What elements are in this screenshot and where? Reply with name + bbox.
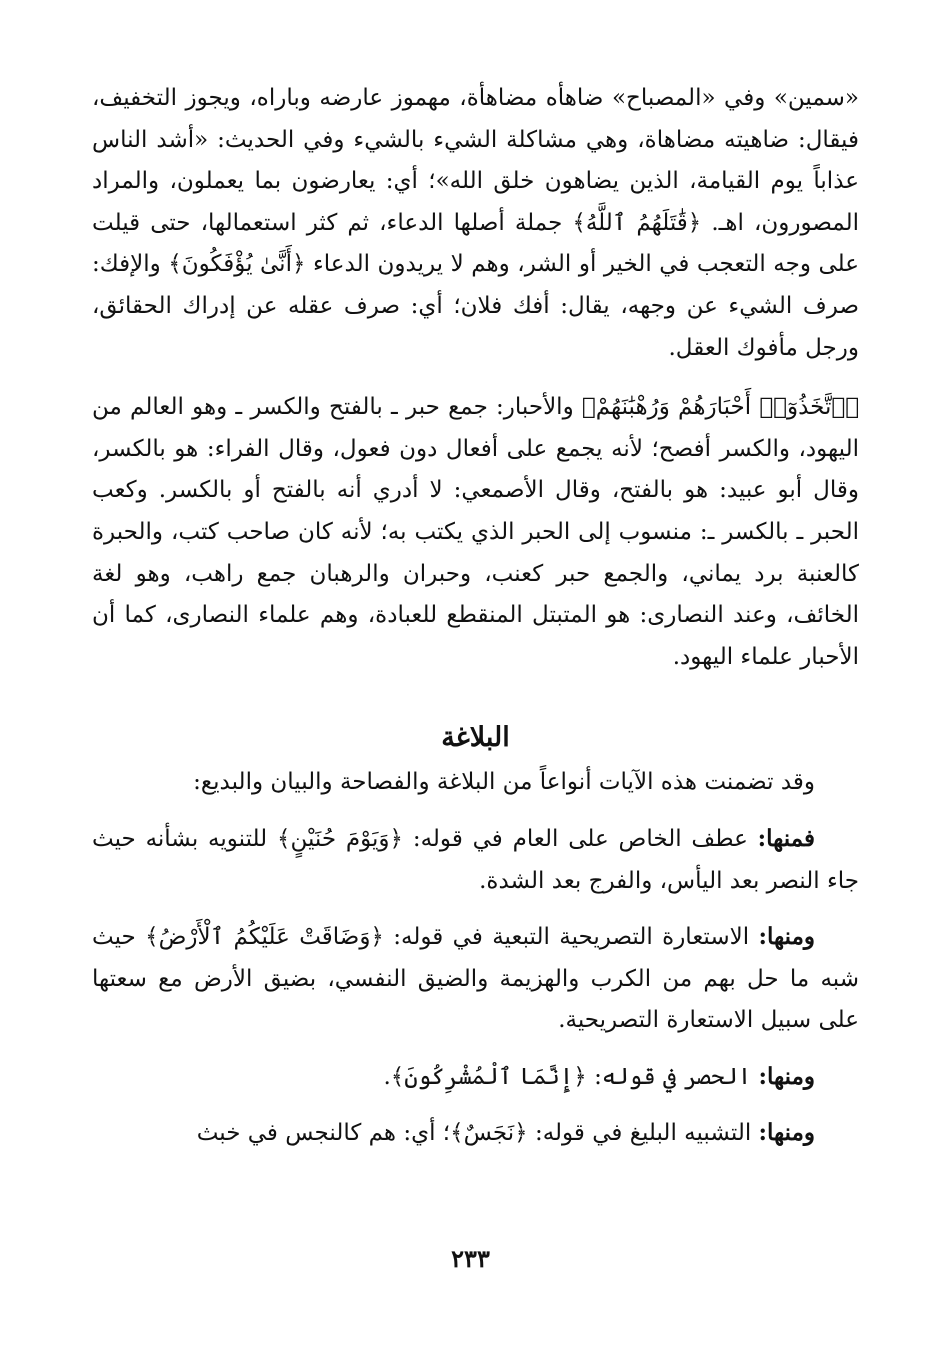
page-number: ٢٣٣ [451,1244,490,1273]
item-text: عطف الخاص على العام في قوله: ﴿وَيَوْمَ حُنَيْنٍ﴾ للتنويه بشأنه حيث جاء النصر بعد اليأس، والفرج بعد الشدة. [92,825,859,894]
item-label: ومنها: [758,923,815,951]
item-label: ومنها: [758,1119,815,1147]
item-text: التشبيه البليغ في قوله: ﴿نَجَسٌ﴾؛ أي: هم كالنجس في خبث [196,1120,759,1147]
rhetoric-item-4 [92,1112,859,1155]
item-label: فمنها: [757,824,815,852]
rhetoric-item-3 [92,1056,859,1099]
section-intro: وقد تضمنت هذه الآيات أنواعاً من البلاغة والفصاحة والبيان والبديع: [193,769,815,796]
item-text: الاستعارة التصريحية التبعية في قوله: ﴿وَضَاقَتْ عَلَيْكُمُ ٱلْأَرْضُ﴾ حيث شبه ما حل بهم من الكرب والهزيمة والضيق النفسي، بضيق الأرض مع سعتها على سبيل الاستعارة التصريحية. [92,924,859,1034]
rhetoric-item-2 [92,916,859,1042]
rhetoric-item-1 [92,818,859,902]
item-label: ومنها: [758,1062,815,1090]
paragraph-tafsir-1: «سمين» وفي «المصباح» ضاهأه مضاهأة، مهموز عارضه وباراه، ويجوز التخفيف، فيقال: ضاهيته مضاهاة، وهي مشاكلة الشيء بالشيء وفي الحديث: «أشد الناس عذاباً يوم القيامة، الذين يضاهون خلق الله»؛ أي: يعارضون بما يعملون، والمراد المصورون، اهـ. ﴿قَٰتَلَهُمُ ٱللَّهُ﴾ جملة أصلها الدعاء، ثم كثر استعمالها، حتى قيلت على وجه التعجب في الخير أو الشر، وهم لا يريدون الدعاء ﴿أَنَّىٰ يُؤْفَكُونَ﴾ والإفك: صرف الشيء عن وجهه، يقال: أفك فلان؛ أي: صرف عقله عن إدراك الحقائق، ورجل مأفوك العقل. [92,85,859,361]
section-heading: البلاغة [441,722,510,754]
paragraph-tafsir-2: ﴿ٱتَّخَذُوٓا۟ أَحْبَارَهُمْ وَرُهْبَٰنَهُمْ﴾ والأحبار: جمع حبر ـ بالفتح والكسر ـ وهو العالم من اليهود، والكسر أفصح؛ لأنه يجمع على أفعال دون فعول، وقال الفراء: هو بالكسر، وقال أبو عبيد: هو بالفتح، وقال الأصمعي: لا أدري أنه بالفتح أو بالكسر. وكعب الحبر ـ بالكسر ـ: منسوب إلى الحبر الذي يكتب به؛ لأنه كان صاحب كتب، والحبرة كالعنبة برد يماني، والجمع حبر كعنب، وحبران والرهبان جمع راهب، وهو لغة الخائف، وعند النصارى: هو المتبتل المنقطع للعبادة، وهم علماء النصارى، كما أن الأحبار علماء اليهود. [92,394,859,670]
item-text: الحصر في قوله: ﴿إِنَّمَا ٱلْمُشْرِكُونَ﴾. [383,1063,759,1090]
